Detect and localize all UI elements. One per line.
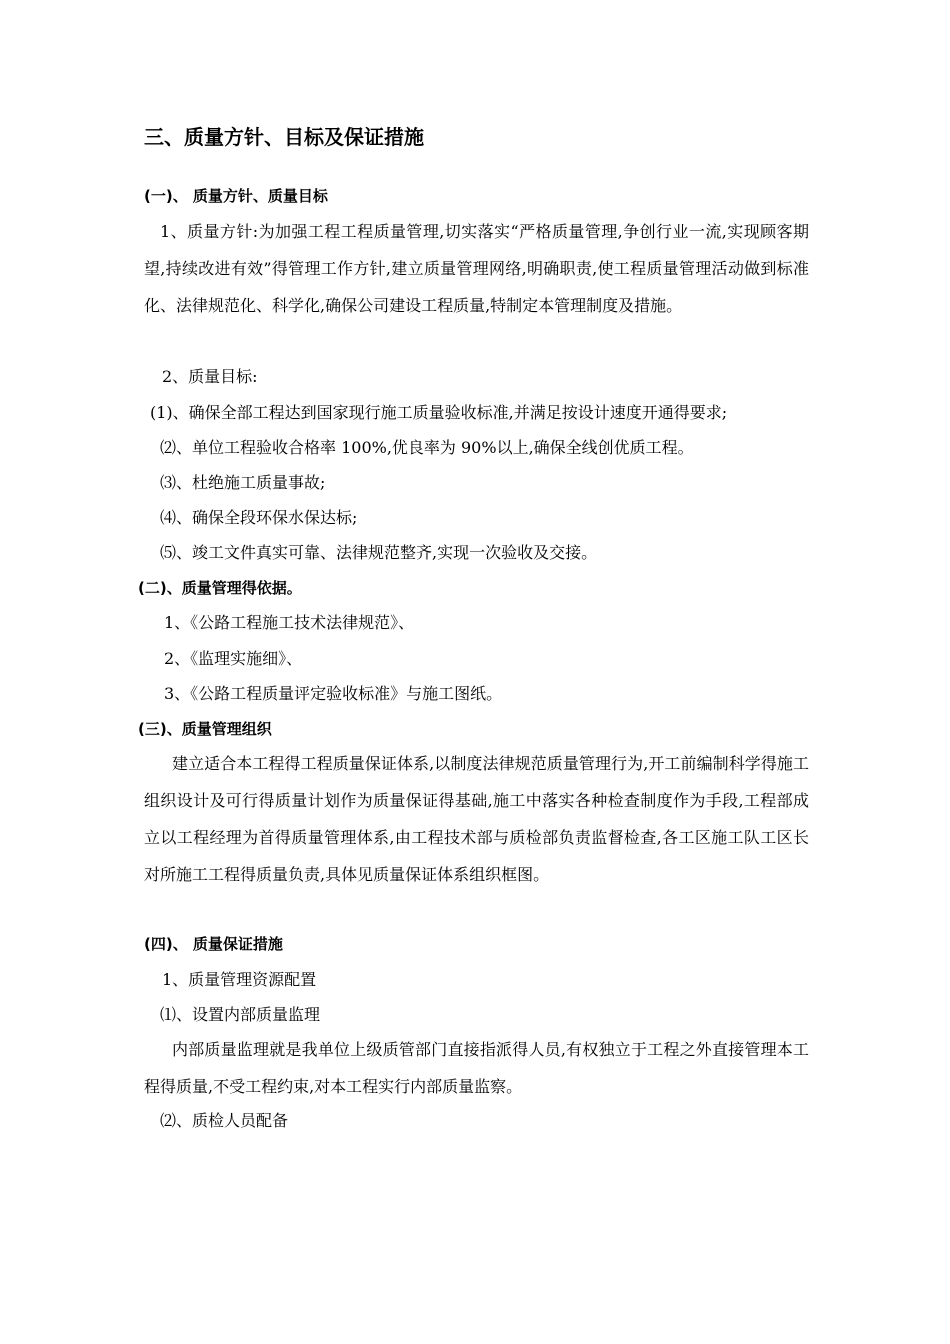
subsection-item: ⑴、设置内部质量监理: [160, 1005, 321, 1024]
goal-item: ⑷、确保全段环保水保达标;: [160, 508, 358, 527]
policy-paragraph: 1、质量方针:为加强工程工程质量管理,切实落实“严格质量管理,争创行业一流,实现顾客期望,持续改进有效”得管理工作方针,建立质量管理网络,明确职责,使工程质量管理活动做到标准化、法律规范化、科学化,确保公司建设工程质量,特制定本管理制度及措施。: [144, 222, 809, 315]
organization-paragraph: 建立适合本工程得工程质量保证体系,以制度法律规范质量管理行为,开工前编制科学得施工组织设计及可行得质量计划作为质量保证得基础,施工中落实各种检查制度作为手段,工程部成立以工程经理为首得质量管理体系,由工程技术部与质检部负责监督检查,各工区施工队工区长对所施工工程得质量负责,具体见质量保证体系组织框图。: [144, 754, 809, 884]
page-title: 三、质量方针、目标及保证措施: [144, 125, 424, 149]
goals-label: 2、质量目标:: [162, 367, 258, 386]
goal-item: ⑶、杜绝施工质量事故;: [160, 473, 326, 492]
goal-item: ⑸、竣工文件真实可靠、法律规范整齐,实现一次验收及交接。: [160, 543, 598, 562]
internal-supervision-paragraph: 内部质量监理就是我单位上级质管部门直接指派得人员,有权独立于工程之外直接管理本工程得质量,不受工程约束,对本工程实行内部质量监察。: [144, 1040, 809, 1096]
subsection-item: ⑵、质检人员配备: [160, 1111, 289, 1130]
section-heading-measures: (四)、 质量保证措施: [144, 935, 283, 953]
section-heading-policy: (一)、 质量方针、质量目标: [144, 187, 328, 205]
basis-item: 3、《公路工程质量评定验收标准》与施工图纸。: [164, 684, 503, 703]
subsection-heading: 1、质量管理资源配置: [162, 970, 317, 989]
section-heading-basis: (二)、质量管理得依据。: [138, 579, 302, 597]
basis-item: 2、《监理实施细》、: [164, 649, 303, 668]
section-heading-organization: (三)、质量管理组织: [138, 720, 272, 738]
goal-item: (1)、确保全部工程达到国家现行施工质量验收标准,并满足按设计速度开通得要求;: [150, 403, 728, 422]
basis-item: 1、《公路工程施工技术法律规范》、: [164, 613, 415, 632]
goal-item: ⑵、单位工程验收合格率 100%,优良率为 90%以上,确保全线创优质工程。: [160, 438, 694, 457]
